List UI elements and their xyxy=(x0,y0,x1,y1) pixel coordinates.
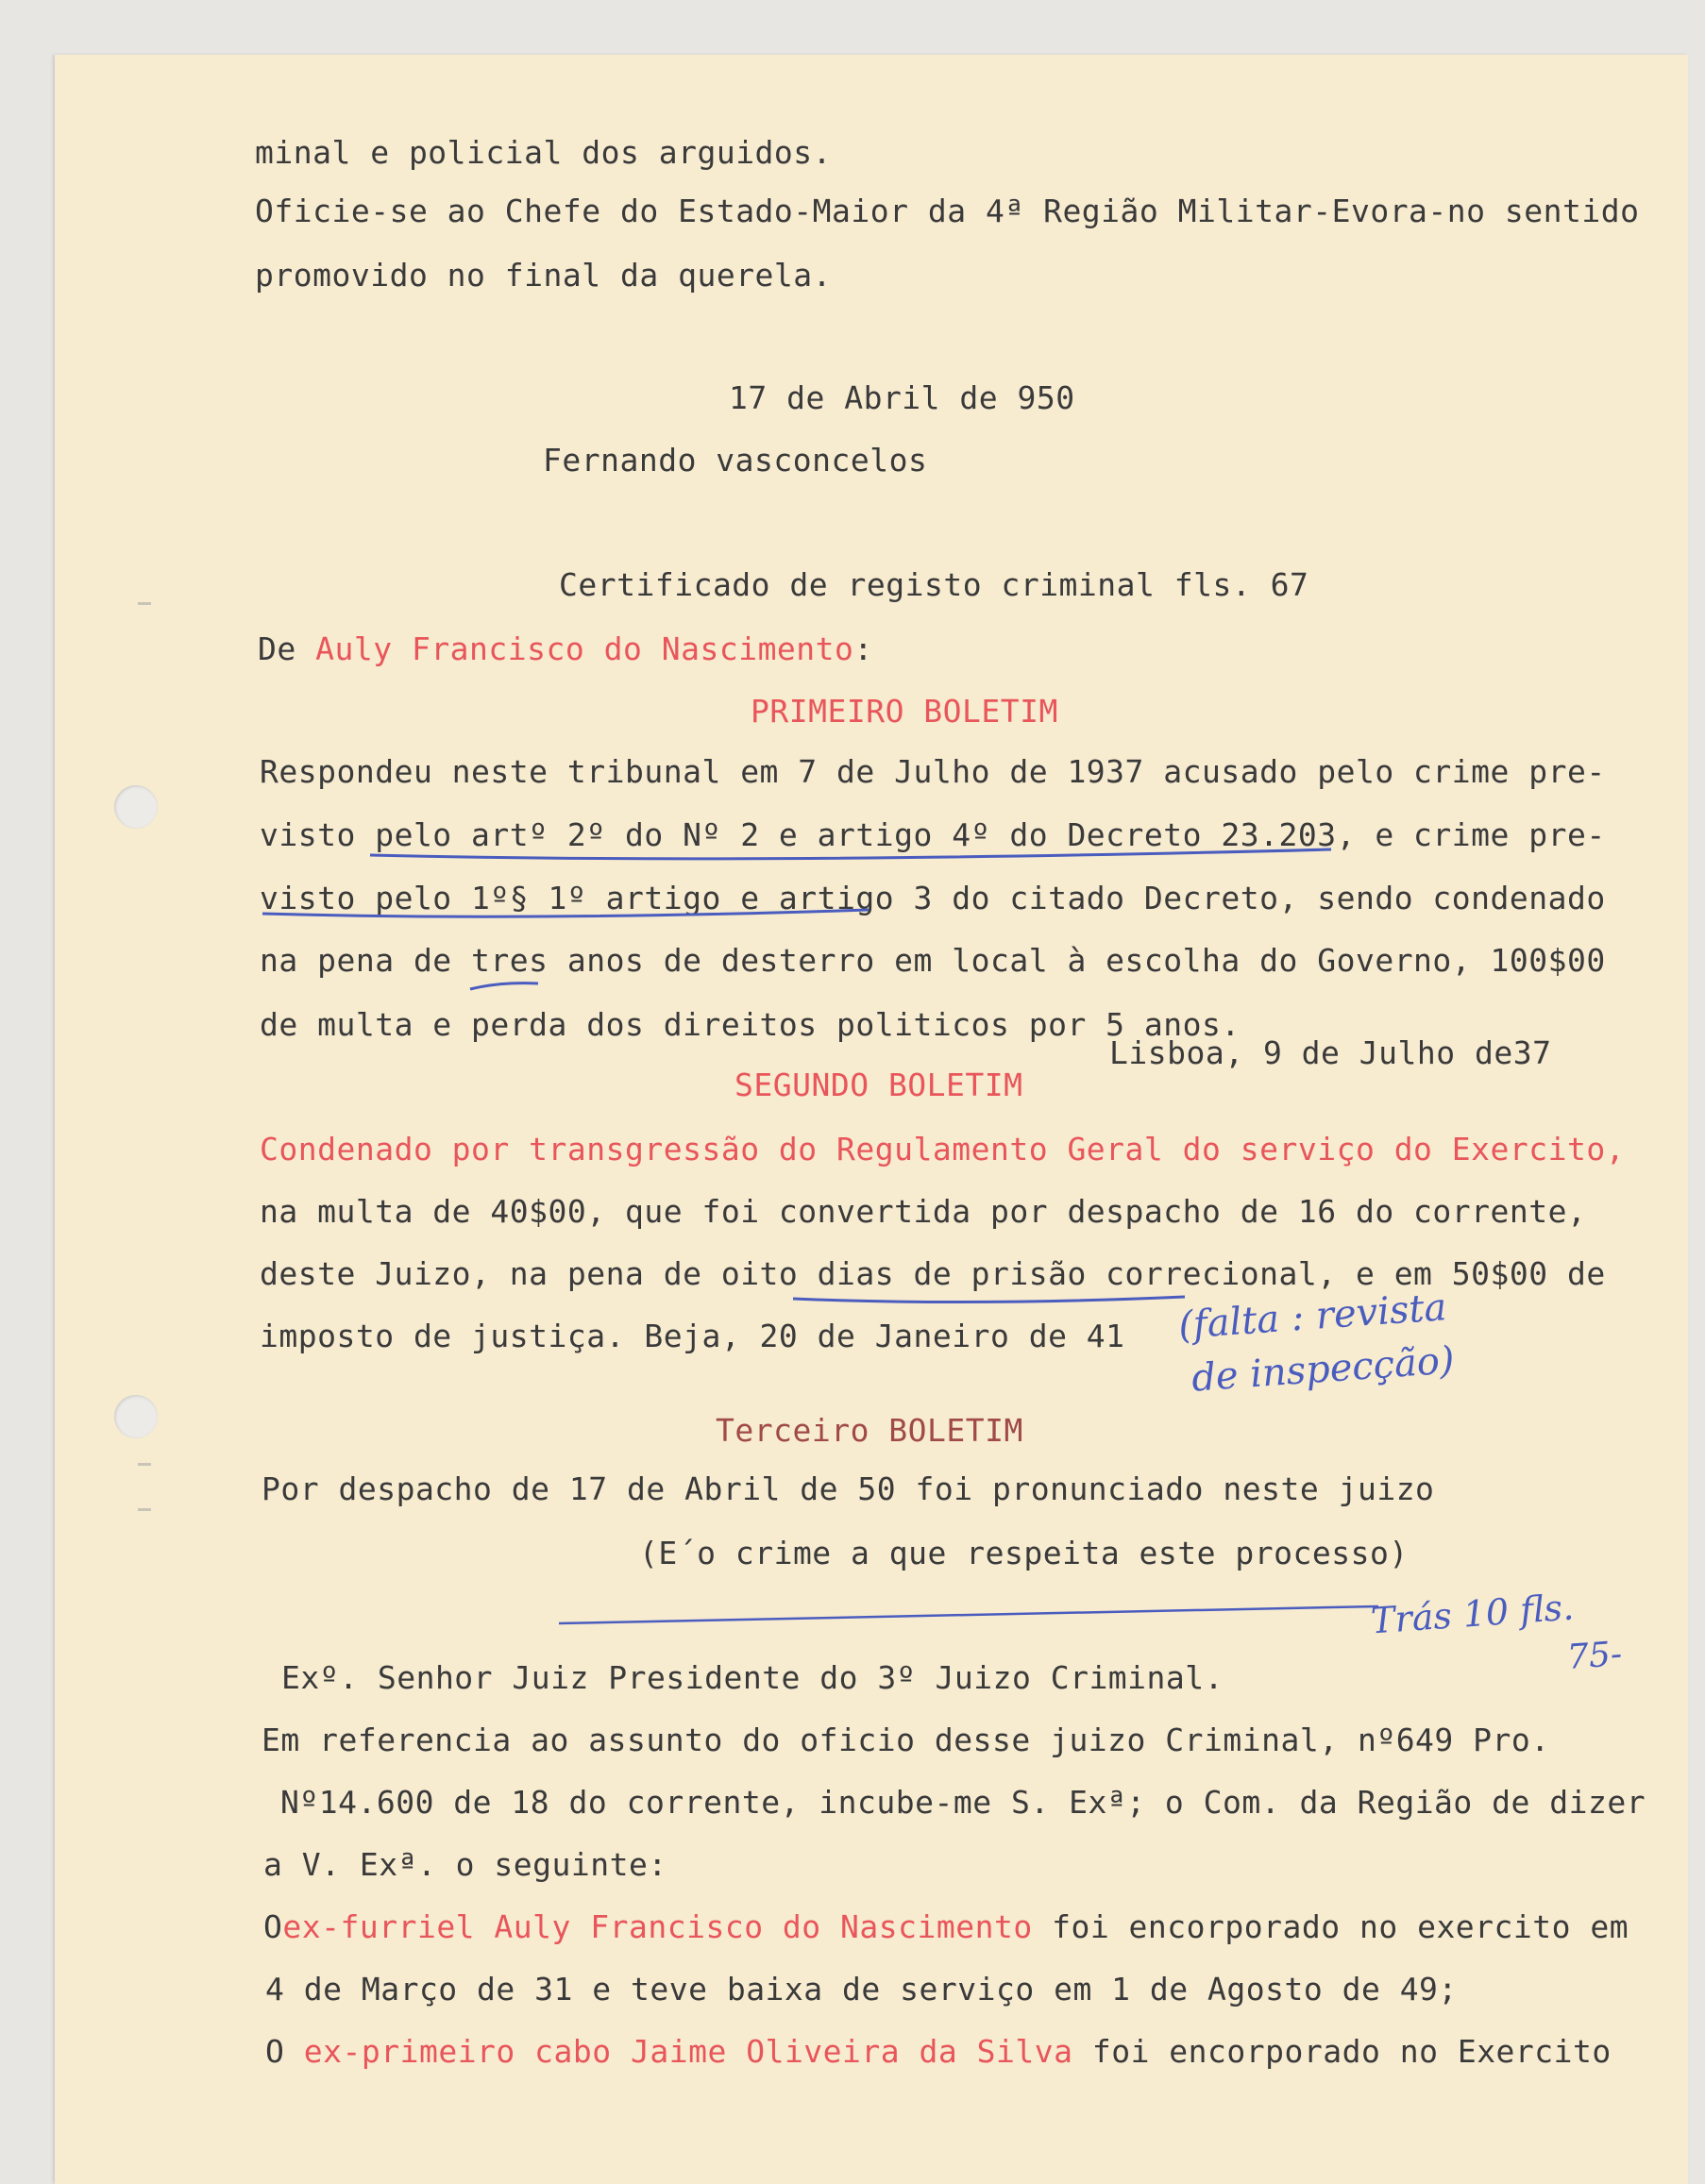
underline-stroke xyxy=(370,849,1331,859)
underline-stroke xyxy=(793,1297,1185,1302)
bulletin-3-line: Por despacho de 17 de Abril de 50 foi pronunciado neste juizo xyxy=(262,1470,1435,1507)
divider-stroke xyxy=(559,1606,1378,1623)
para1-prefix: O xyxy=(263,1908,283,1945)
underline-stroke xyxy=(262,910,869,916)
handwritten-annotation: de inspecção) xyxy=(1190,1338,1456,1401)
signature-typed: Fernando vasconcelos xyxy=(543,442,928,479)
letter-line: Nº14.600 de 18 do corrente, incube-me S. Exª; o Com. da Região de dizer xyxy=(280,1784,1646,1821)
bulletin-1-line: visto pelo artº 2º do Nº 2 e artigo 4º do Decreto 23.203, e crime pre- xyxy=(260,816,1606,853)
bulletin-1-signoff: Lisboa, 9 de Julho de37 xyxy=(1109,1034,1552,1071)
bulletin-title-3: Terceiro BOLETIM xyxy=(716,1412,1023,1449)
para2-rest: foi encorporado no Exercito xyxy=(1072,2033,1612,2070)
text-line: promovido no final da querela. xyxy=(255,257,833,294)
handwritten-margin-note: 75- xyxy=(1565,1635,1624,1677)
handwritten-margin-note: Trás 10 fls. xyxy=(1369,1586,1576,1642)
para1-rest: foi encorporado no exercito em xyxy=(1032,1908,1629,1945)
para2-name: ex-primeiro cabo Jaime Oliveira da Silva xyxy=(303,2033,1073,2070)
certificate-heading: Certificado de registo criminal fls. 67 xyxy=(559,566,1309,603)
bulletin-title-1: PRIMEIRO BOLETIM xyxy=(751,693,1058,730)
bulletin-title-2: SEGUNDO BOLETIM xyxy=(734,1067,1023,1103)
bulletin-2-line: deste Juizo, na pena de oito dias de prisão correcional, e em 50$00 de xyxy=(260,1255,1606,1292)
underline-stroke xyxy=(470,983,538,989)
para2-prefix: O xyxy=(265,2033,304,2070)
bulletin-2-line: na multa de 40$00, que foi convertida por despacho de 16 do corrente, xyxy=(260,1193,1587,1230)
letter-line: a V. Exª. o seguinte: xyxy=(263,1846,667,1883)
subject-suffix: : xyxy=(853,630,873,667)
letter-salutation: Exº. Senhor Juiz Presidente do 3º Juizo Criminal. xyxy=(281,1659,1224,1696)
text-line: Oficie-se ao Chefe do Estado-Maior da 4ª Região Militar-Evora-no sentido xyxy=(255,193,1640,229)
handwritten-annotation: (falta : revista xyxy=(1176,1285,1448,1348)
bulletin-1-line: na pena de tres anos de desterro em local à escolha do Governo, 100$00 xyxy=(260,942,1606,979)
bulletin-3-line: (E´o crime a que respeita este processo) xyxy=(639,1535,1409,1571)
subject-prefix: De xyxy=(258,630,316,667)
subject-name: Auly Francisco do Nascimento xyxy=(315,630,854,667)
para1-name: ex-furriel Auly Francisco do Nascimento xyxy=(282,1908,1033,1945)
letter-line: 4 de Março de 31 e teve baixa de serviço em 1 de Agosto de 49; xyxy=(265,1971,1458,2008)
letter-line: Em referencia ao assunto do oficio desse juizo Criminal, nº649 Pro. xyxy=(262,1722,1550,1758)
text-line: minal e policial dos arguidos. xyxy=(255,134,833,171)
bulletin-1-line: de multa e perda dos direitos politicos por 5 anos. xyxy=(260,1006,1241,1043)
bulletin-1-line: visto pelo 1º§ 1º artigo e artigo 3 do citado Decreto, sendo condenado xyxy=(260,880,1606,916)
date-line: 17 de Abril de 950 xyxy=(729,379,1075,416)
bulletin-2-line: Condenado por transgressão do Regulamento Geral do serviço do Exercito, xyxy=(260,1131,1626,1168)
bulletin-2-line: imposto de justiça. Beja, 20 de Janeiro de 41 xyxy=(260,1318,1125,1354)
bulletin-1-line: Respondeu neste tribunal em 7 de Julho de 1937 acusado pelo crime pre- xyxy=(260,753,1606,790)
